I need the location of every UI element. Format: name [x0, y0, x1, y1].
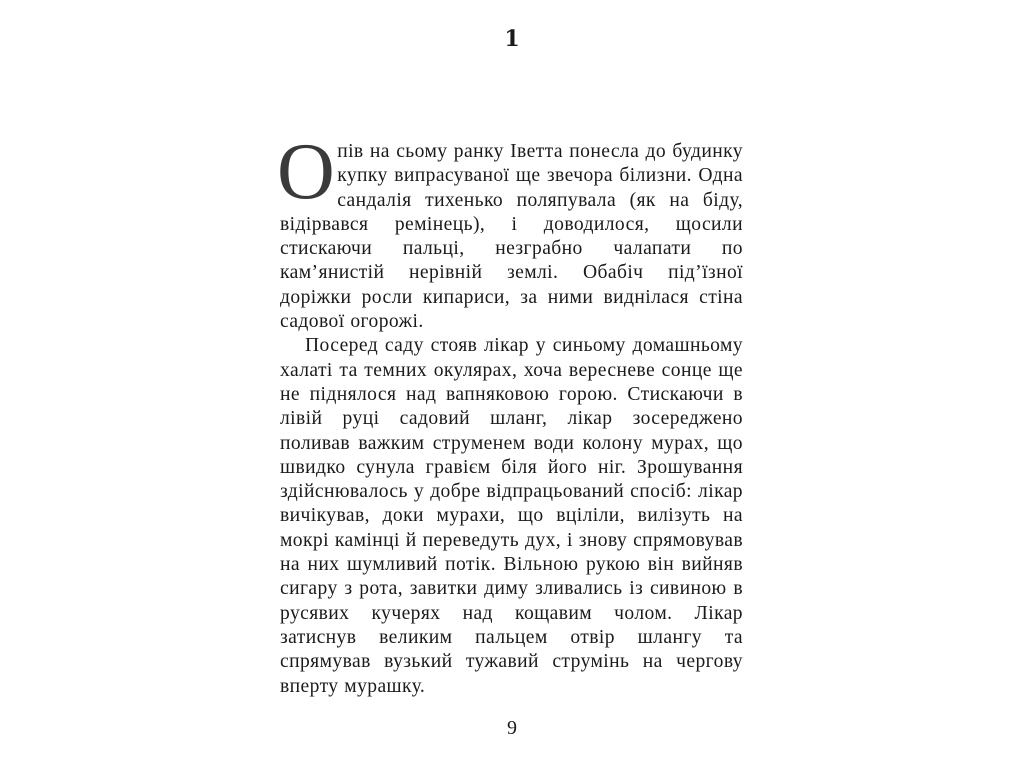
page-number: 9 — [507, 717, 517, 739]
paragraph-2 — [280, 334, 743, 698]
paragraph-1-text: пів на сьому ранку Іветта понесла до будинку купку випрасуваної ще звечора білизни. Одна сандалія тихенько поляпувала (як на біду, відірвався ремінець), і доводилося, щосили стискаючи пальці, незграбно чалапати по кам’янистій нерівній землі. Обабіч під’їзної доріжки росли кипариси, за ними виднілася стіна садової огорожі. — [280, 141, 743, 333]
drop-cap: О — [277, 128, 336, 216]
chapter-number: 1 — [504, 26, 520, 52]
body-text — [277, 128, 743, 699]
paragraph-2-text: Посеред саду стояв лікар у синьому домашньому халаті та темних окулярах, хоча вересневе сонце ще не піднялося над вапняковою горою. Стискаючи в лівій руці садовий шланг, лікар зосереджено поливав важким струменем води колону мурах, що швидко сунула гравієм біля його ніг. Зрошування здійснювалось у добре відпрацьований спосіб: лікар вичікував, доки мурахи, що вціліли, вилізуть на мокрі камінці й переведуть дух, і знову спрямовував на них шумливий потік. Вільною рукою він вийняв сигару з рота, завитки диму зливались із сивиною в русявих кучерях над кощавим чолом. Лікар затиснув великим пальцем отвір шлангу та спрямував вузький тужавий струмінь на чергову вперту мурашку. — [280, 335, 743, 697]
paragraph-1 — [277, 128, 743, 334]
